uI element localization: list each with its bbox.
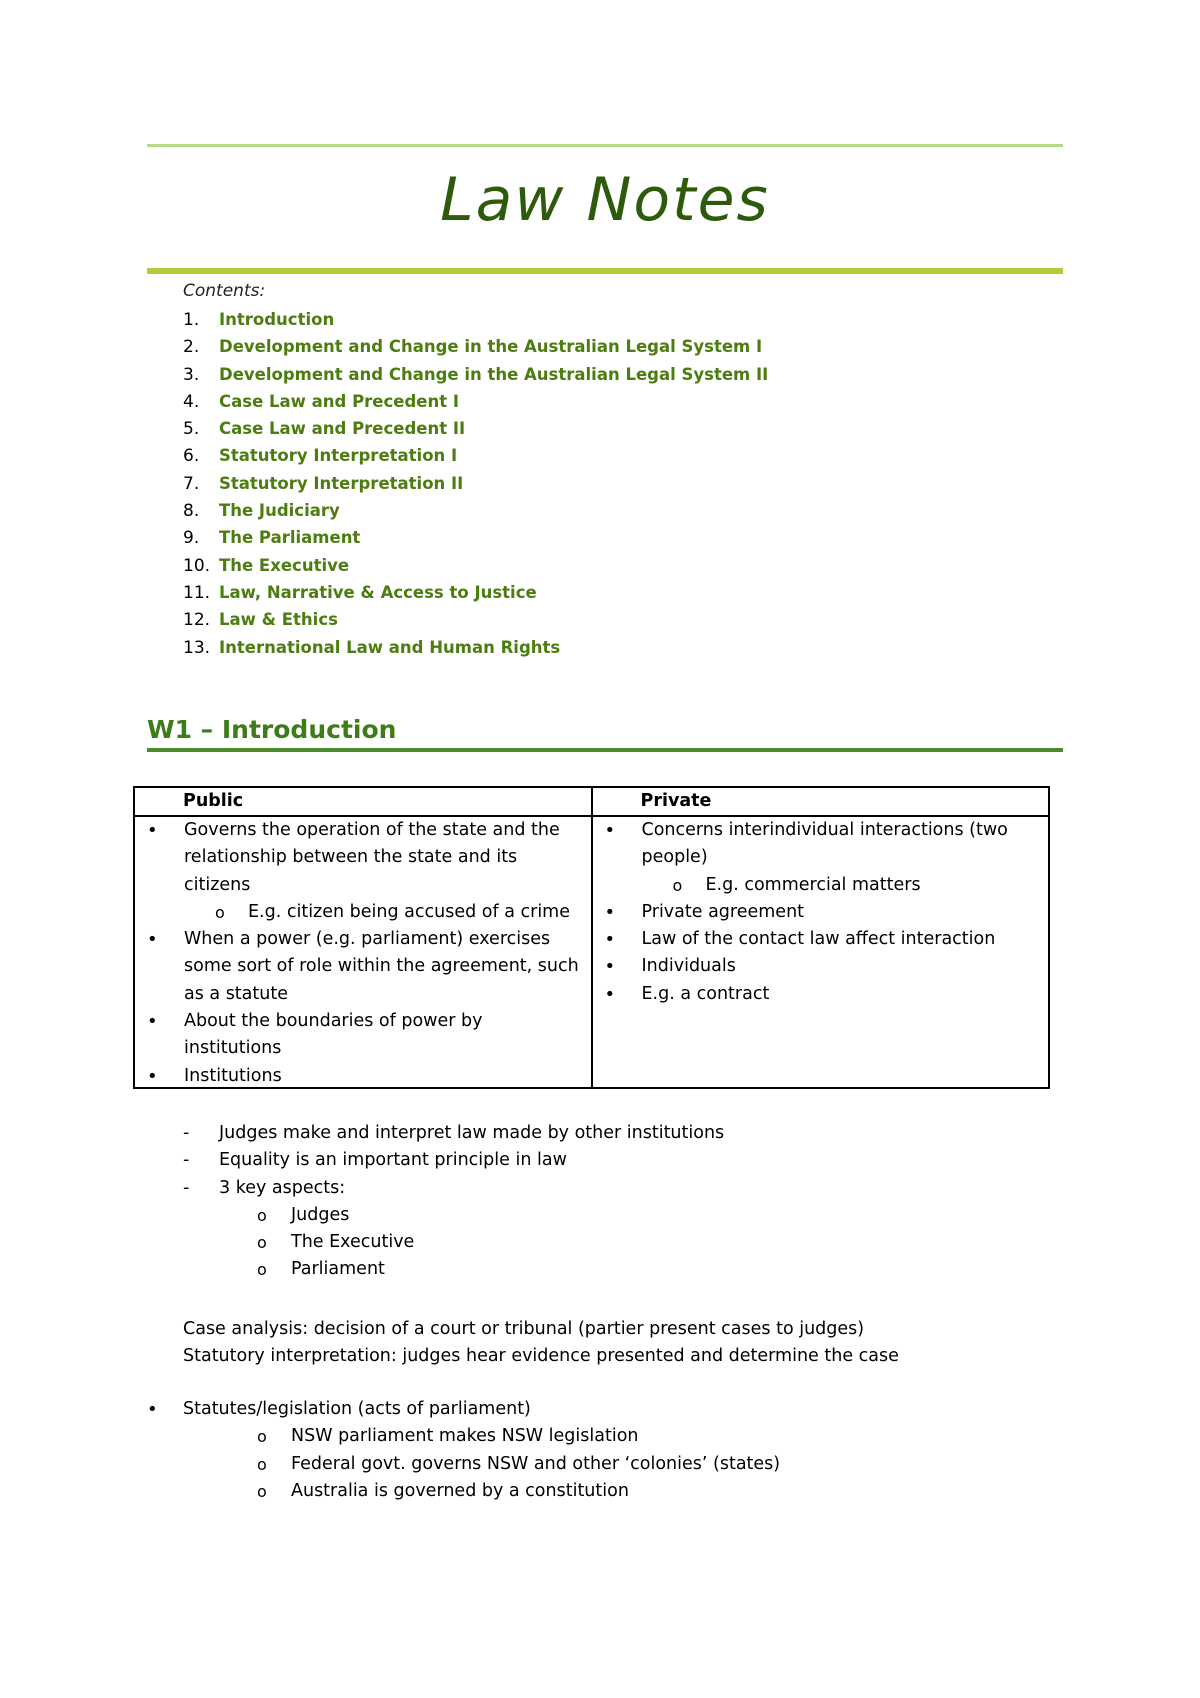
dash-icon: -	[183, 1150, 190, 1171]
toc-link[interactable]: Development and Change in the Australian Legal System II	[219, 364, 769, 384]
circle-bullet-icon: o	[257, 1481, 267, 1501]
bullet-icon: •	[147, 1011, 158, 1033]
paragraph	[183, 1316, 899, 1370]
toc-link[interactable]: Law, Narrative & Access to Justice	[219, 582, 537, 602]
toc-item-narrative[interactable]: 11. Law, Narrative & Access to Justice	[183, 582, 537, 603]
dash-icon: -	[183, 1123, 190, 1143]
notes-list	[183, 1120, 724, 1284]
list-item: • Law of the contact law affect interaction	[593, 926, 1043, 953]
circle-bullet-icon: o	[672, 875, 683, 895]
bullet-icon: •	[147, 1399, 158, 1420]
list-item: • Governs the operation of the state and the relationship between the state and its citizens	[135, 817, 585, 899]
list-item: • Institutions	[135, 1063, 585, 1090]
toc-link[interactable]: Statutory Interpretation I	[219, 446, 458, 466]
toc-item-executive[interactable]: 10. The Executive	[183, 555, 350, 576]
toc-item-statutory-ii[interactable]: 7. Statutory Interpretation II	[183, 473, 464, 494]
bullet-icon: •	[604, 983, 616, 1005]
toc-item-development-ii[interactable]: 3. Development and Change in the Australian Legal System II	[183, 364, 769, 385]
list-item: • When a power (e.g. parliament) exercises some sort of role within the agreement, such as a statute	[135, 926, 585, 1008]
list-item: • Statutes/legislation (acts of parliament)	[147, 1396, 780, 1423]
list-item: - Equality is an important principle in law	[183, 1147, 724, 1174]
toc-link[interactable]: Case Law and Precedent II	[219, 419, 466, 439]
toc-item-judiciary[interactable]: 8. The Judiciary	[183, 501, 340, 522]
circle-bullet-icon: o	[257, 1260, 267, 1280]
list-item: o Parliament	[183, 1256, 724, 1283]
public-private-table	[133, 786, 1050, 1089]
bullet-icon: •	[147, 1065, 158, 1087]
bullet-icon: •	[147, 820, 158, 841]
toc-item-ethics[interactable]: 12. Law & Ethics	[183, 610, 338, 631]
bullet-icon: •	[147, 929, 158, 951]
toc-link[interactable]: The Judiciary	[219, 501, 340, 521]
public-cell	[134, 816, 592, 1088]
bullet-icon: •	[604, 901, 616, 923]
list-item: • About the boundaries of power by institutions	[135, 1008, 585, 1063]
toc-item-case-law-i[interactable]: 4. Case Law and Precedent I	[183, 391, 459, 412]
section-heading: W1 – Introduction	[147, 715, 397, 744]
toc-link[interactable]: Law & Ethics	[219, 610, 338, 630]
private-header-cell	[592, 787, 1050, 816]
toc-link[interactable]: Case Law and Precedent I	[219, 391, 459, 411]
table-of-contents	[183, 306, 768, 661]
toc-link[interactable]: The Executive	[219, 555, 350, 575]
list-item: o Australia is governed by a constitution	[147, 1478, 780, 1505]
case-analysis-line: Case analysis: decision of a court or tribunal (partier present cases to judges)	[183, 1319, 865, 1339]
statutes-list	[147, 1396, 780, 1505]
toc-item-statutory-i[interactable]: 6. Statutory Interpretation I	[183, 446, 458, 467]
toc-item-international-law[interactable]: 13. International Law and Human Rights	[183, 637, 561, 658]
section-heading-rule	[147, 748, 1063, 752]
private-cell	[592, 816, 1050, 1088]
list-item: o E.g. citizen being accused of a crime	[135, 899, 585, 926]
list-item: o Federal govt. governs NSW and other ‘colonies’ (states)	[147, 1451, 780, 1478]
list-item: o NSW parliament makes NSW legislation	[147, 1423, 780, 1450]
circle-bullet-icon: o	[257, 1427, 267, 1447]
list-item: o The Executive	[183, 1229, 724, 1256]
toc-item-development-i[interactable]: 2. Development and Change in the Australian Legal System I	[183, 337, 763, 358]
bullet-icon: •	[604, 956, 616, 978]
list-item: • Individuals	[593, 953, 1043, 980]
toc-link[interactable]: International Law and Human Rights	[219, 637, 561, 657]
toc-item-parliament[interactable]: 9. The Parliament	[183, 528, 361, 549]
contents-label: Contents:	[183, 281, 266, 301]
bullet-icon: •	[604, 929, 616, 951]
circle-bullet-icon: o	[257, 1454, 267, 1474]
toc-item-introduction[interactable]: 1. Introduction	[183, 310, 335, 330]
private-header: Private	[640, 791, 712, 811]
list-item: o Judges	[183, 1202, 724, 1229]
list-item: • Concerns interindividual interactions (two people)	[593, 817, 1043, 872]
public-header: Public	[183, 791, 244, 811]
circle-bullet-icon: o	[257, 1205, 267, 1225]
title-bottom-rule	[147, 268, 1063, 274]
toc-link[interactable]: Introduction	[219, 310, 335, 329]
list-item: - 3 key aspects:	[183, 1175, 724, 1202]
title-top-rule	[147, 144, 1063, 147]
list-item: o E.g. commercial matters	[593, 872, 1043, 899]
list-item: • Private agreement	[593, 899, 1043, 926]
toc-link[interactable]: Development and Change in the Australian Legal System I	[219, 337, 763, 357]
circle-bullet-icon: o	[257, 1233, 267, 1253]
toc-link[interactable]: Statutory Interpretation II	[219, 473, 464, 493]
page-title: Law Notes	[440, 165, 770, 235]
statutory-interpretation-line: Statutory interpretation: judges hear evidence presented and determine the case	[183, 1346, 899, 1366]
public-header-cell	[134, 787, 592, 816]
toc-link[interactable]: The Parliament	[219, 528, 361, 548]
list-item: - Judges make and interpret law made by other institutions	[183, 1120, 724, 1147]
toc-item-case-law-ii[interactable]: 5. Case Law and Precedent II	[183, 419, 466, 440]
bullet-icon: •	[604, 820, 616, 841]
dash-icon: -	[183, 1177, 190, 1198]
list-item: • E.g. a contract	[593, 981, 1043, 1008]
circle-bullet-icon: o	[215, 902, 225, 922]
